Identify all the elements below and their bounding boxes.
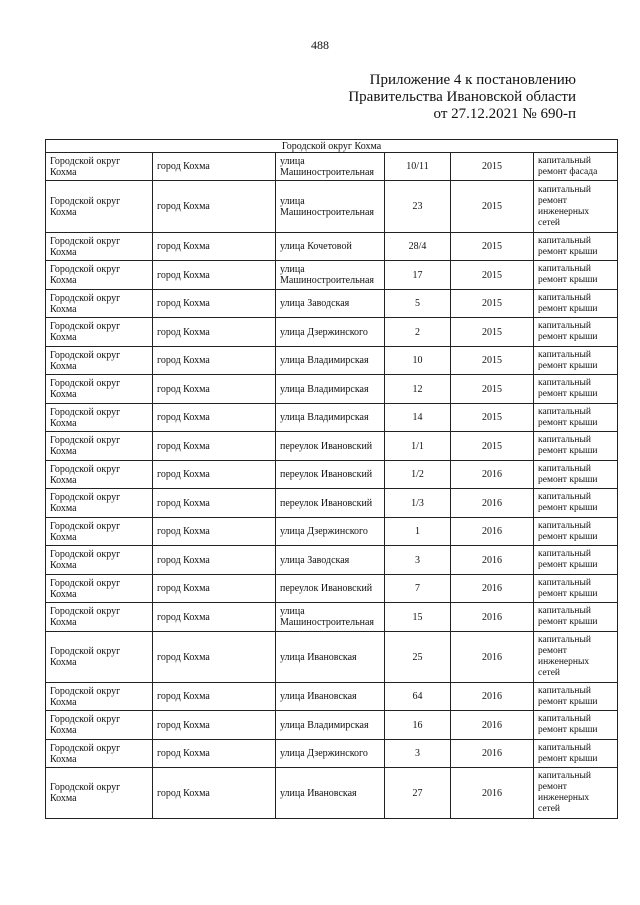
municipality-cell: Городской округ Кохма xyxy=(46,153,153,181)
street-cell: улица Владимирская xyxy=(276,375,385,404)
street-cell: улица Дзержинского xyxy=(276,740,385,768)
street-cell: улица Заводская xyxy=(276,290,385,318)
house-number-cell: 2 xyxy=(385,318,451,347)
municipality-cell: Городской округ Кохма xyxy=(46,575,153,603)
settlement-cell: город Кохма xyxy=(153,290,276,318)
settlement-cell: город Кохма xyxy=(153,153,276,181)
house-number-cell: 25 xyxy=(385,632,451,683)
work-type-cell: капитальный ремонт инженерных сетей xyxy=(534,768,618,819)
section-title-row xyxy=(46,140,618,153)
house-number-cell: 3 xyxy=(385,546,451,575)
street-cell: улица Ивановская xyxy=(276,632,385,683)
municipality-cell: Городской округ Кохма xyxy=(46,632,153,683)
house-number-cell: 3 xyxy=(385,740,451,768)
year-cell: 2016 xyxy=(451,489,534,518)
section-title: Городской округ Кохма xyxy=(46,140,618,153)
work-type-cell: капитальный ремонт крыши xyxy=(534,489,618,518)
settlement-cell: город Кохма xyxy=(153,546,276,575)
house-number-cell: 7 xyxy=(385,575,451,603)
municipality-cell: Городской округ Кохма xyxy=(46,489,153,518)
work-type-cell: капитальный ремонт крыши xyxy=(534,347,618,375)
house-number-cell: 5 xyxy=(385,290,451,318)
table-row xyxy=(46,153,618,181)
house-number-cell: 17 xyxy=(385,261,451,290)
table-row xyxy=(46,740,618,768)
street-cell: переулок Ивановский xyxy=(276,575,385,603)
street-cell: улица Владимирская xyxy=(276,404,385,432)
municipality-cell: Городской округ Кохма xyxy=(46,375,153,404)
year-cell: 2015 xyxy=(451,153,534,181)
work-type-cell: капитальный ремонт крыши xyxy=(534,290,618,318)
year-cell: 2015 xyxy=(451,432,534,461)
document-header xyxy=(300,72,576,123)
settlement-cell: город Кохма xyxy=(153,318,276,347)
street-cell: переулок Ивановский xyxy=(276,432,385,461)
municipality-cell: Городской округ Кохма xyxy=(46,261,153,290)
municipality-cell: Городской округ Кохма xyxy=(46,404,153,432)
table-row xyxy=(46,432,618,461)
settlement-cell: город Кохма xyxy=(153,233,276,261)
year-cell: 2015 xyxy=(451,261,534,290)
work-type-cell: капитальный ремонт крыши xyxy=(534,518,618,546)
street-cell: переулок Ивановский xyxy=(276,461,385,489)
settlement-cell: город Кохма xyxy=(153,575,276,603)
work-type-cell: капитальный ремонт крыши xyxy=(534,546,618,575)
house-number-cell: 15 xyxy=(385,603,451,632)
street-cell: улица Машиностроительная xyxy=(276,261,385,290)
table-row xyxy=(46,518,618,546)
table-row xyxy=(46,375,618,404)
settlement-cell: город Кохма xyxy=(153,461,276,489)
municipality-cell: Городской округ Кохма xyxy=(46,318,153,347)
municipality-cell: Городской округ Кохма xyxy=(46,347,153,375)
street-cell: улица Ивановская xyxy=(276,768,385,819)
year-cell: 2016 xyxy=(451,740,534,768)
buildings-table xyxy=(45,139,618,819)
year-cell: 2015 xyxy=(451,181,534,233)
settlement-cell: город Кохма xyxy=(153,432,276,461)
work-type-cell: капитальный ремонт крыши xyxy=(534,683,618,711)
settlement-cell: город Кохма xyxy=(153,740,276,768)
street-cell: улица Машиностроительная xyxy=(276,603,385,632)
house-number-cell: 14 xyxy=(385,404,451,432)
year-cell: 2016 xyxy=(451,546,534,575)
year-cell: 2016 xyxy=(451,711,534,740)
work-type-cell: капитальный ремонт крыши xyxy=(534,261,618,290)
year-cell: 2015 xyxy=(451,404,534,432)
settlement-cell: город Кохма xyxy=(153,489,276,518)
header-date-line: от 27.12.2021 № 690-п xyxy=(433,106,576,122)
work-type-cell: капитальный ремонт крыши xyxy=(534,461,618,489)
table-row xyxy=(46,404,618,432)
house-number-cell: 1/3 xyxy=(385,489,451,518)
year-cell: 2015 xyxy=(451,318,534,347)
table-row xyxy=(46,711,618,740)
work-type-cell: капитальный ремонт крыши xyxy=(534,603,618,632)
table-row xyxy=(46,318,618,347)
work-type-cell: капитальный ремонт инженерных сетей xyxy=(534,632,618,683)
street-cell: улица Владимирская xyxy=(276,711,385,740)
settlement-cell: город Кохма xyxy=(153,375,276,404)
municipality-cell: Городской округ Кохма xyxy=(46,518,153,546)
work-type-cell: капитальный ремонт крыши xyxy=(534,740,618,768)
work-type-cell: капитальный ремонт крыши xyxy=(534,404,618,432)
table-row xyxy=(46,290,618,318)
table-row xyxy=(46,632,618,683)
municipality-cell: Городской округ Кохма xyxy=(46,768,153,819)
table-row xyxy=(46,575,618,603)
house-number-cell: 64 xyxy=(385,683,451,711)
settlement-cell: город Кохма xyxy=(153,603,276,632)
year-cell: 2016 xyxy=(451,632,534,683)
house-number-cell: 1 xyxy=(385,518,451,546)
table-row xyxy=(46,181,618,233)
municipality-cell: Городской округ Кохма xyxy=(46,461,153,489)
street-cell: улица Дзержинского xyxy=(276,318,385,347)
table-row xyxy=(46,489,618,518)
municipality-cell: Городской округ Кохма xyxy=(46,546,153,575)
house-number-cell: 27 xyxy=(385,768,451,819)
table-row xyxy=(46,233,618,261)
table-row xyxy=(46,683,618,711)
header-government-line: Правительства Ивановской области xyxy=(348,89,576,105)
settlement-cell: город Кохма xyxy=(153,518,276,546)
year-cell: 2015 xyxy=(451,290,534,318)
municipality-cell: Городской округ Кохма xyxy=(46,233,153,261)
house-number-cell: 10 xyxy=(385,347,451,375)
work-type-cell: капитальный ремонт крыши xyxy=(534,711,618,740)
settlement-cell: город Кохма xyxy=(153,347,276,375)
work-type-cell: капитальный ремонт крыши xyxy=(534,318,618,347)
settlement-cell: город Кохма xyxy=(153,768,276,819)
year-cell: 2015 xyxy=(451,375,534,404)
settlement-cell: город Кохма xyxy=(153,632,276,683)
municipality-cell: Городской округ Кохма xyxy=(46,432,153,461)
work-type-cell: капитальный ремонт фасада xyxy=(534,153,618,181)
street-cell: улица Владимирская xyxy=(276,347,385,375)
work-type-cell: капитальный ремонт крыши xyxy=(534,432,618,461)
table-row xyxy=(46,461,618,489)
house-number-cell: 16 xyxy=(385,711,451,740)
year-cell: 2016 xyxy=(451,768,534,819)
house-number-cell: 23 xyxy=(385,181,451,233)
street-cell: улица Ивановская xyxy=(276,683,385,711)
year-cell: 2016 xyxy=(451,683,534,711)
settlement-cell: город Кохма xyxy=(153,683,276,711)
table-row xyxy=(46,261,618,290)
header-appendix-line: Приложение 4 к постановлению xyxy=(369,72,576,88)
settlement-cell: город Кохма xyxy=(153,261,276,290)
street-cell: улица Машиностроительная xyxy=(276,181,385,233)
municipality-cell: Городской округ Кохма xyxy=(46,740,153,768)
table-row xyxy=(46,768,618,819)
year-cell: 2016 xyxy=(451,603,534,632)
year-cell: 2015 xyxy=(451,347,534,375)
municipality-cell: Городской округ Кохма xyxy=(46,603,153,632)
street-cell: улица Заводская xyxy=(276,546,385,575)
house-number-cell: 1/1 xyxy=(385,432,451,461)
street-cell: улица Машиностроительная xyxy=(276,153,385,181)
house-number-cell: 1/2 xyxy=(385,461,451,489)
work-type-cell: капитальный ремонт крыши xyxy=(534,375,618,404)
table-row xyxy=(46,347,618,375)
work-type-cell: капитальный ремонт инженерных сетей xyxy=(534,181,618,233)
municipality-cell: Городской округ Кохма xyxy=(46,711,153,740)
street-cell: улица Дзержинского xyxy=(276,518,385,546)
year-cell: 2015 xyxy=(451,233,534,261)
page-number: 488 xyxy=(311,38,329,52)
house-number-cell: 10/11 xyxy=(385,153,451,181)
table-row xyxy=(46,546,618,575)
house-number-cell: 28/4 xyxy=(385,233,451,261)
street-cell: улица Кочетовой xyxy=(276,233,385,261)
settlement-cell: город Кохма xyxy=(153,181,276,233)
house-number-cell: 12 xyxy=(385,375,451,404)
settlement-cell: город Кохма xyxy=(153,711,276,740)
year-cell: 2016 xyxy=(451,575,534,603)
municipality-cell: Городской округ Кохма xyxy=(46,683,153,711)
street-cell: переулок Ивановский xyxy=(276,489,385,518)
settlement-cell: город Кохма xyxy=(153,404,276,432)
year-cell: 2016 xyxy=(451,461,534,489)
municipality-cell: Городской округ Кохма xyxy=(46,181,153,233)
municipality-cell: Городской округ Кохма xyxy=(46,290,153,318)
table-row xyxy=(46,603,618,632)
work-type-cell: капитальный ремонт крыши xyxy=(534,233,618,261)
work-type-cell: капитальный ремонт крыши xyxy=(534,575,618,603)
year-cell: 2016 xyxy=(451,518,534,546)
